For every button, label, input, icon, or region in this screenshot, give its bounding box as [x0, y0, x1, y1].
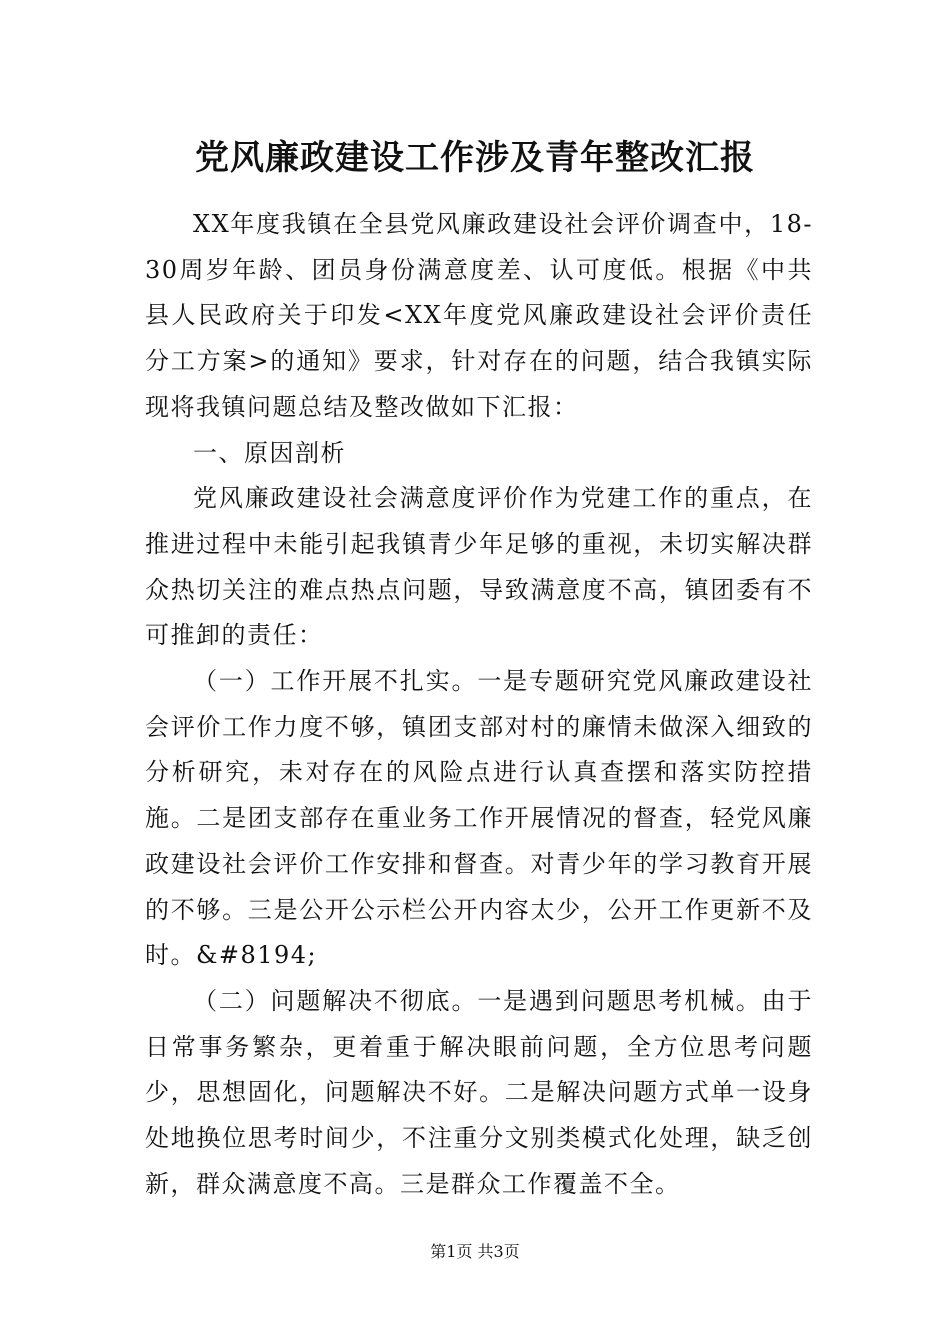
page-footer: 第1页 共3页 — [430, 1242, 520, 1261]
document-body — [145, 202, 813, 1207]
item-lead-2: （二）问题解决不彻底。 — [193, 986, 478, 1015]
section-paragraph: 党风廉政建设社会满意度评价作为党建工作的重点，在推进过程中未能引起我镇青少年足够的重视，未切实解决群众热切关注的难点热点问题，导致满意度不高，镇团委有不可推卸的责任： — [145, 484, 813, 650]
item-text-1: 一是专题研究党风廉政建设社会评价工作力度不够，镇团支部对村的廉情未做深入细致的分析研究，未对存在的风险点进行认真查摆和落实防控措施。二是团支部存在重业务工作开展情况的督查，轻党风廉政建设社会评价工作安排和督查。对青少年的学习教育开展的不够。三是公开公示栏公开内容太少，公开工作更新不及时。&#8194; — [145, 667, 814, 970]
item-text-2: 一是遇到问题思考机械。由于日常事务繁杂，更着重于解决眼前问题，全方位思考问题少，思想固化，问题解决不好。二是解决问题方式单一设身处地换位思考时间少，不注重分文别类模式化处理，缺乏创新，群众满意度不高。三是群众工作覆盖不全。 — [145, 986, 814, 1198]
document-title: 党风廉政建设工作涉及青年整改汇报 — [195, 138, 755, 178]
item-lead-1: （一）工作开展不扎实。 — [193, 667, 478, 696]
intro-paragraph: XX年度我镇在全县党风廉政建设社会评价调查中，18-30周岁年龄、团员身份满意度差、认可度低。根据《中共县人民政府关于印发<XX年度党风廉政建设社会评价责任分工方案>的通知》要求，针对存在的问题，结合我镇实际现将我镇问题总结及整改做如下汇报： — [145, 210, 813, 421]
section-heading-cause-analysis: 一、原因剖析 — [193, 438, 346, 467]
item-paragraph-2 — [145, 979, 813, 1208]
item-paragraph-1 — [145, 659, 813, 979]
